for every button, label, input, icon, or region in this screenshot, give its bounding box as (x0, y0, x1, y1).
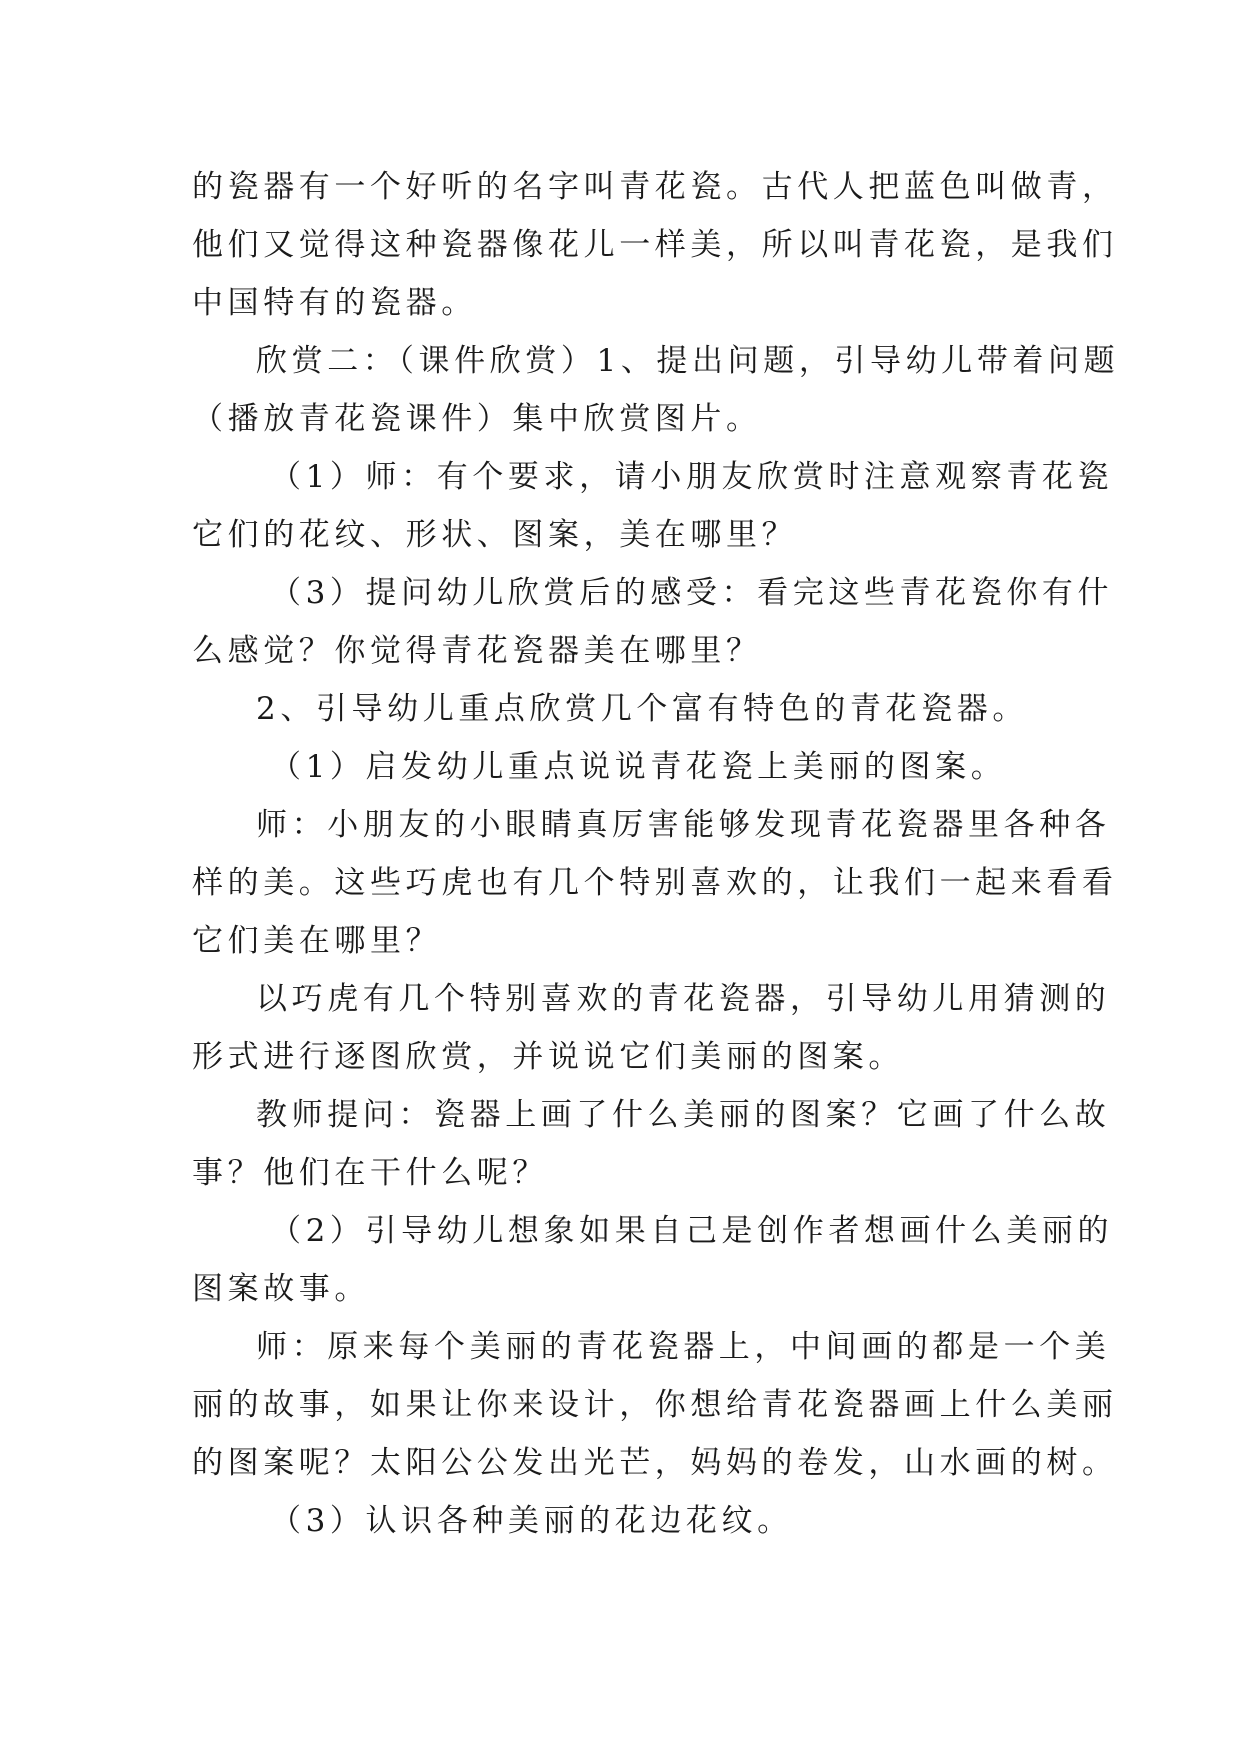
text-line: 他们又觉得这种瓷器像花儿一样美，所以叫青花瓷，是我们 (192, 227, 1118, 263)
text-line: 事？他们在干什么呢？ (192, 1155, 548, 1191)
text-line: （3）提问幼儿欣赏后的感受：看完这些青花瓷你有什 (270, 575, 1114, 611)
text-line: 2、引导幼儿重点欣赏几个富有特色的青花瓷器。 (256, 691, 1028, 727)
text-line: 教师提问：瓷器上画了什么美丽的图案？它画了什么故 (256, 1097, 1111, 1133)
text-line: 师：原来每个美丽的青花瓷器上，中间画的都是一个美 (256, 1329, 1111, 1365)
text-line: 它们美在哪里？ (192, 923, 442, 959)
text-line: 中国特有的瓷器。 (192, 285, 477, 321)
text-line: 它们的花纹、形状、图案，美在哪里？ (192, 517, 798, 553)
text-line: 欣赏二：（课件欣赏）1、提出问题，引导幼儿带着问题 (256, 343, 1120, 379)
text-line: 丽的故事，如果让你来设计，你想给青花瓷器画上什么美丽 (192, 1387, 1118, 1423)
text-line: （播放青花瓷课件）集中欣赏图片。 (192, 401, 762, 437)
text-line: （1）师：有个要求，请小朋友欣赏时注意观察青花瓷 (270, 459, 1114, 495)
text-line: （1）启发幼儿重点说说青花瓷上美丽的图案。 (270, 749, 1007, 785)
text-line: 样的美。这些巧虎也有几个特别喜欢的，让我们一起来看看 (192, 865, 1118, 901)
text-line: 师：小朋友的小眼睛真厉害能够发现青花瓷器里各种各 (256, 807, 1111, 843)
body-text (192, 158, 1120, 1550)
text-line: 形式进行逐图欣赏，并说说它们美丽的图案。 (192, 1039, 904, 1075)
text-line: 么感觉？你觉得青花瓷器美在哪里？ (192, 633, 762, 669)
text-line: 的瓷器有一个好听的名字叫青花瓷。古代人把蓝色叫做青， (192, 169, 1118, 205)
text-line: 以巧虎有几个特别喜欢的青花瓷器，引导幼儿用猜测的 (256, 981, 1111, 1017)
text-line: 的图案呢？太阳公公发出光芒，妈妈的卷发，山水画的树。 (192, 1445, 1118, 1481)
text-line: 图案故事。 (192, 1271, 370, 1307)
text-line: （2）引导幼儿想象如果自己是创作者想画什么美丽的 (270, 1213, 1114, 1249)
text-line: （3）认识各种美丽的花边花纹。 (270, 1503, 793, 1539)
